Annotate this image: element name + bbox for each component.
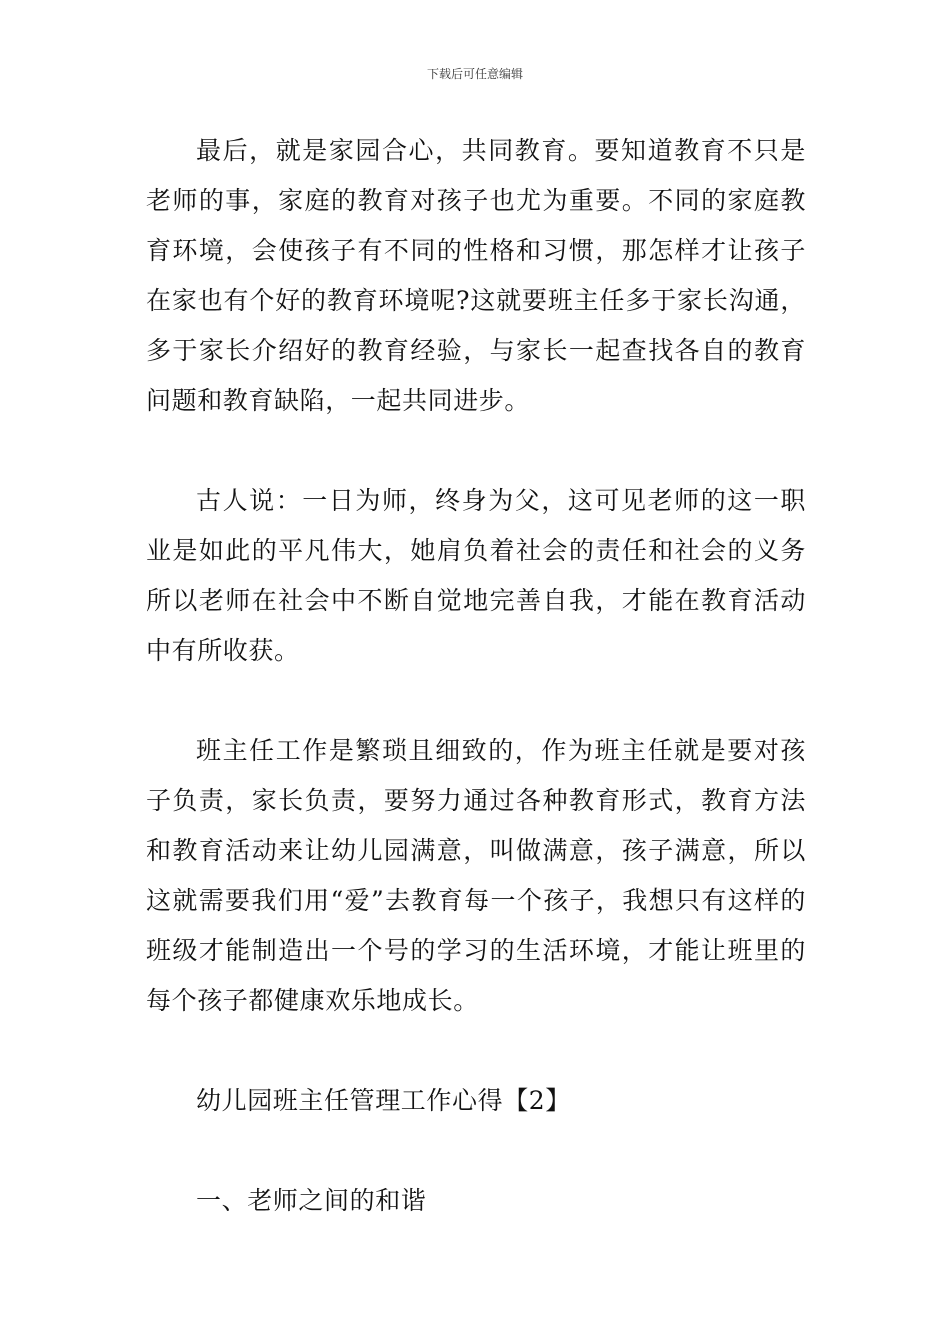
paragraph-class-teacher-work: 班主任工作是繁琐且细致的，作为班主任就是要对孩子负责，家长负责，要努力通过各种教育形式，教育方法和教育活动来让幼儿园满意，叫做满意，孩子满意，所以这就需要我们用“爱”去教育每一个孩子，我想只有这样的班级才能制造出一个号的学习的生活环境，才能让班里的每个孩子都健康欢乐地成长。 [146,736,806,1015]
paragraph-home-school: 最后，就是家园合心，共同教育。要知道教育不只是老师的事，家庭的教育对孩子也尤为重要。不同的家庭教育环境，会使孩子有不同的性格和习惯，那怎样才让孩子在家也有个好的教育环境呢?这就要班主任多于家长沟通，多于家长介绍好的教育经验，与家长一起查找各自的教育问题和教育缺陷，一起共同进步。 [146,136,806,415]
section-title: 幼儿园班主任管理工作心得【2】 [196,1086,571,1115]
paragraph-ancient-saying: 古人说：一日为师，终身为父，这可见老师的这一职业是如此的平凡伟大，她肩负着社会的责任和社会的义务所以老师在社会中不断自觉地完善自我，才能在教育活动中有所收获。 [146,486,806,665]
page-header: 下载后可任意编辑 [426,67,523,81]
document-body [146,126,806,1226]
subsection-title: 一、老师之间的和谐 [196,1186,427,1215]
